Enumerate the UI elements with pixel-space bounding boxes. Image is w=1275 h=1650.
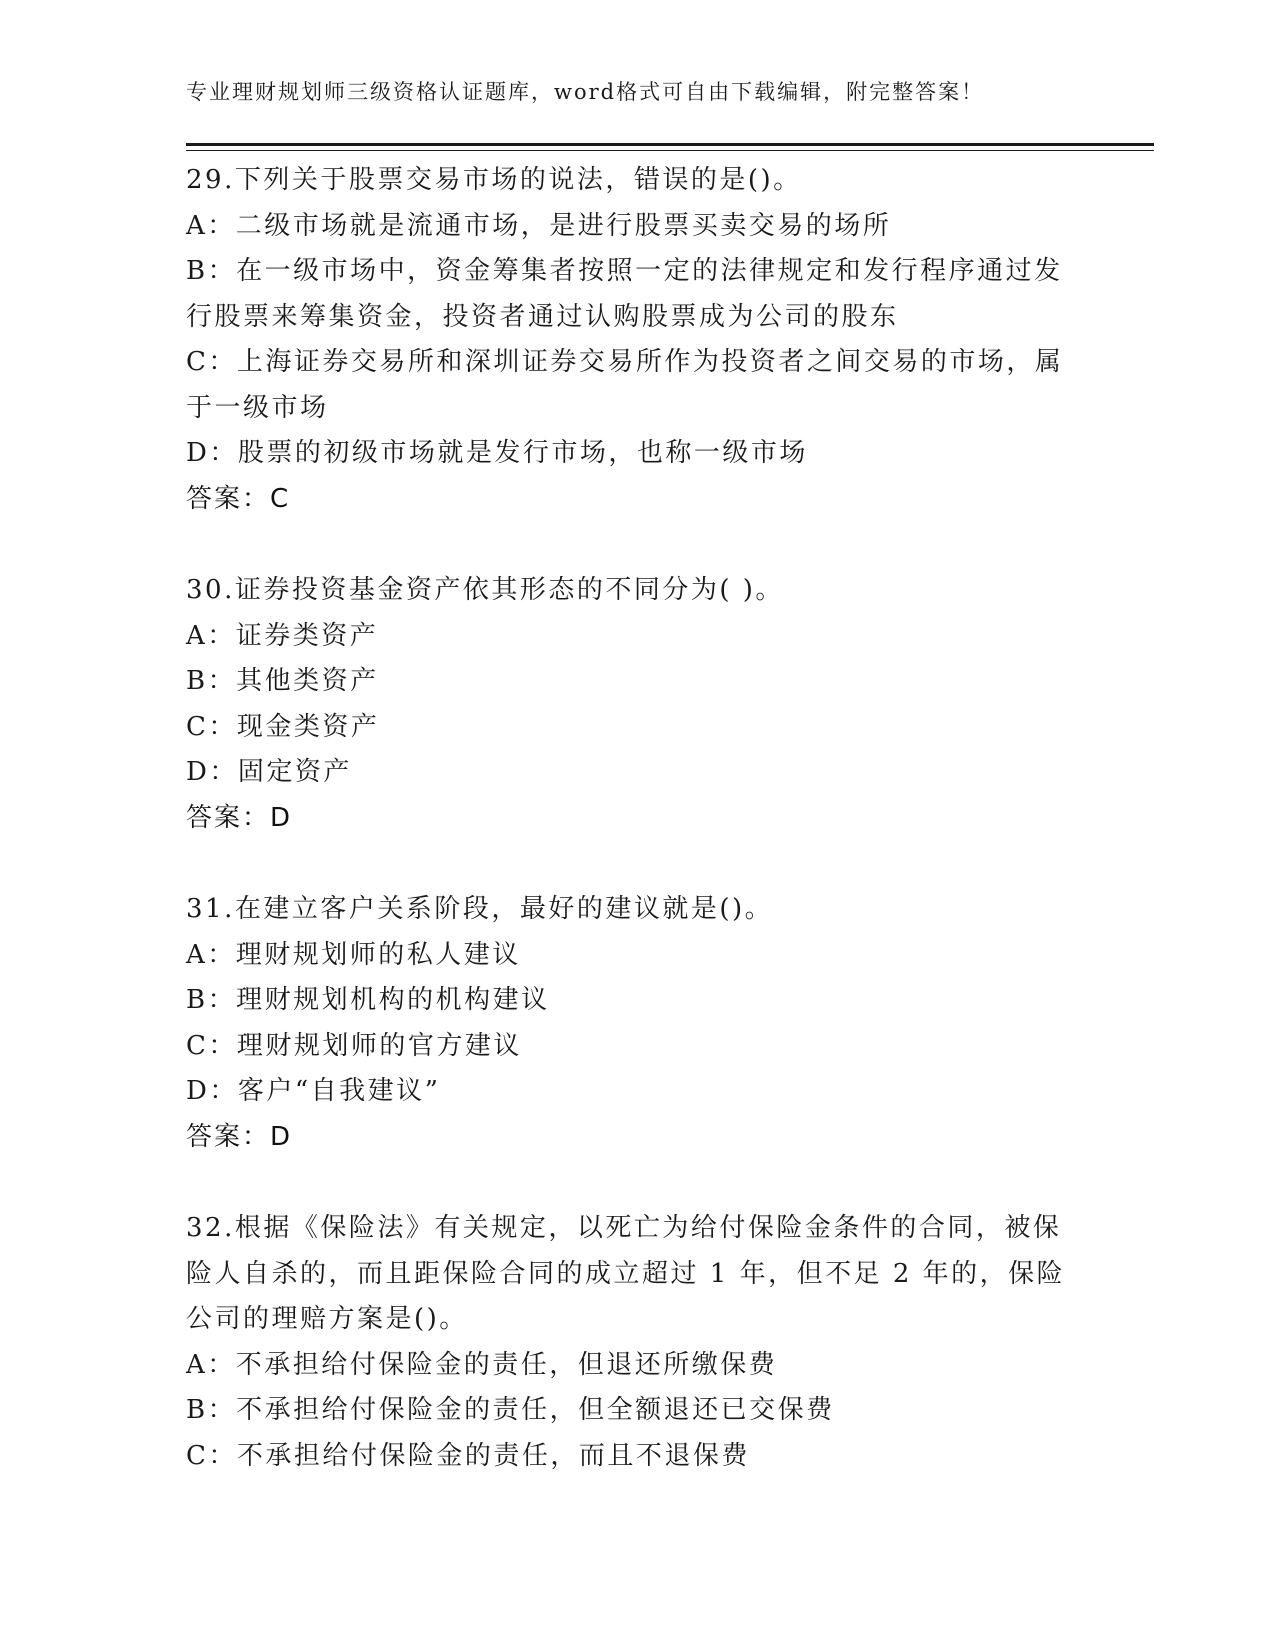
question-list	[186, 158, 1086, 1525]
question-stem: 29.下列关于股票交易市场的说法，错误的是()。	[186, 165, 802, 195]
answer: 答案：C	[186, 483, 291, 514]
question-30	[186, 568, 1086, 841]
header-rule-thick	[186, 143, 1154, 146]
option-b: B：其他类资产	[186, 666, 379, 696]
option-b: B：在一级市场中，资金筹集者按照一定的法律规定和发行程序通过发行股票来筹集资金，投资者通过认购股票成为公司的股东	[186, 256, 1063, 332]
option-a: A：理财规划师的私人建议	[186, 939, 521, 970]
option-d: D：股票的初级市场就是发行市场，也称一级市场	[186, 438, 808, 468]
question-32	[186, 1206, 1086, 1479]
header-rule-thin	[186, 150, 1154, 151]
option-c: C：上海证券交易所和深圳证券交易所作为投资者之间交易的市场，属于一级市场	[186, 347, 1064, 423]
option-b: B：理财规划机构的机构建议	[186, 985, 550, 1015]
question-stem: 32.根据《保险法》有关规定，以死亡为给付保险金条件的合同，被保险人自杀的，而且距保险合同的成立超过 1 年，但不足 2 年的，保险公司的理赔方案是()。	[186, 1213, 1066, 1334]
question-29	[186, 158, 1086, 522]
page-header: 专业理财规划师三级资格认证题库，word格式可自由下载编辑，附完整答案！	[186, 80, 985, 104]
question-stem: 30.证券投资基金资产依其形态的不同分为( )。	[186, 575, 784, 605]
question-stem: 31.在建立客户关系阶段，最好的建议就是()。	[186, 894, 774, 924]
option-a: A：二级市场就是流通市场，是进行股票买卖交易的场所	[186, 210, 892, 241]
option-d: D：固定资产	[186, 757, 352, 787]
option-c: C：不承担给付保险金的责任，而且不退保费	[186, 1440, 750, 1471]
option-d: D：客户“自我建议”	[186, 1076, 441, 1106]
answer: 答案：D	[186, 1121, 293, 1152]
answer: 答案：D	[186, 802, 293, 833]
question-31	[186, 887, 1086, 1160]
option-c: C：现金类资产	[186, 711, 380, 742]
option-b: B：不承担给付保险金的责任，但全额退还已交保费	[186, 1395, 835, 1425]
option-a: A：证券类资产	[186, 620, 379, 651]
option-c: C：理财规划师的官方建议	[186, 1030, 522, 1061]
option-a: A：不承担给付保险金的责任，但退还所缴保费	[186, 1349, 778, 1380]
